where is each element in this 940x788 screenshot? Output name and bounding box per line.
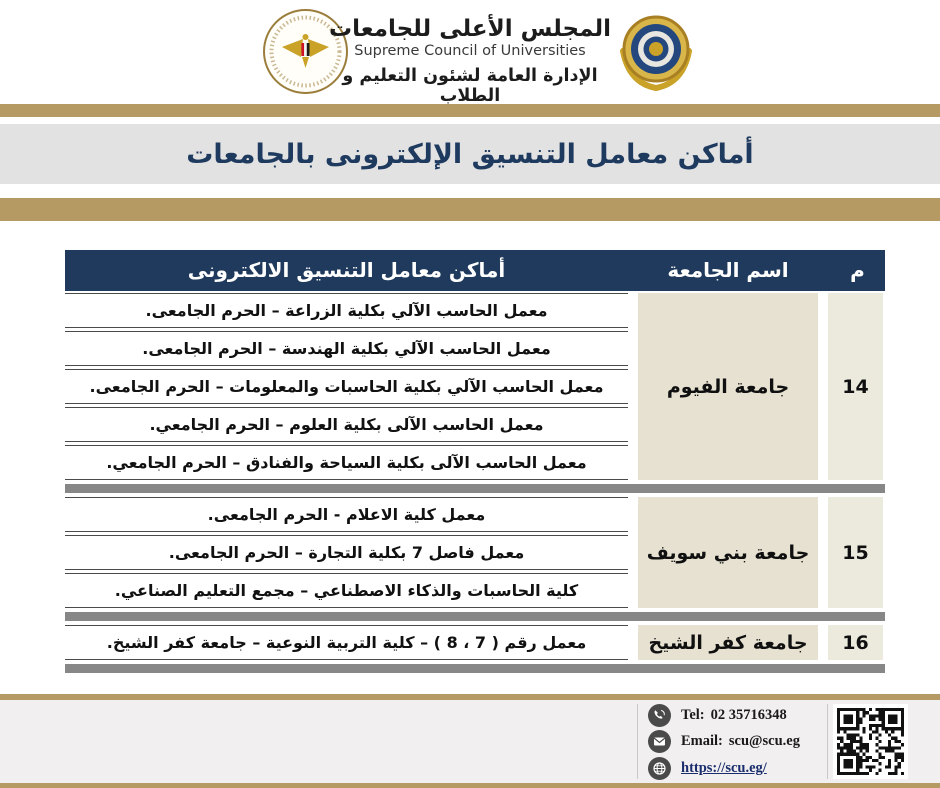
university-name-cell: جامعة الفيوم xyxy=(638,293,818,480)
lab-location-cell: كلية الحاسبات والذكاء الاصطناعي – مجمع التعليم الصناعي. xyxy=(65,573,628,608)
university-name-cell: جامعة كفر الشيخ xyxy=(638,625,818,660)
email-label: Email: xyxy=(681,733,723,749)
header xyxy=(0,0,940,104)
row-number-cell: 15 xyxy=(828,497,883,608)
lab-location-cell: معمل الحاسب الآلى بكلية العلوم – الحرم الجامعي. xyxy=(65,407,628,442)
tel-value: 02 35716348 xyxy=(710,706,787,723)
lab-locations-column xyxy=(65,497,628,608)
row-number-cell: 14 xyxy=(828,293,883,480)
tel-label: Tel: xyxy=(681,706,705,723)
footer-band xyxy=(0,700,940,783)
column-header-university: اسم الجامعة xyxy=(667,258,789,282)
website-link[interactable]: https://scu.eg/ xyxy=(681,759,767,776)
globe-icon xyxy=(648,757,671,780)
footer-divider-left xyxy=(637,704,638,779)
contact-block xyxy=(648,700,823,783)
org-title-block xyxy=(310,16,630,106)
university-group xyxy=(65,497,885,608)
page-title-band xyxy=(0,124,940,184)
contact-tel xyxy=(648,704,823,727)
footer-divider-right xyxy=(827,704,828,779)
footer xyxy=(0,694,940,788)
group-separator xyxy=(65,612,885,621)
org-name-arabic: المجلس الأعلى للجامعات xyxy=(328,16,612,42)
org-name-english: Supreme Council of Universities xyxy=(354,43,586,59)
lab-location-cell: معمل الحاسب الآلي بكلية الزراعة – الحرم الجامعى. xyxy=(65,293,628,328)
qr-code xyxy=(833,704,908,779)
dept-name-arabic: الإدارة العامة لشئون التعليم و الطلاب xyxy=(342,66,598,106)
group-separator xyxy=(65,664,885,673)
phone-icon xyxy=(648,704,671,727)
lab-location-cell: معمل الحاسب الآلى بكلية السياحة والفنادق – الحرم الجامعي. xyxy=(65,445,628,480)
university-group xyxy=(65,625,885,660)
lab-location-cell: معمل الحاسب الآلي بكلية الحاسبات والمعلومات – الحرم الجامعى. xyxy=(65,369,628,404)
lab-locations-column xyxy=(65,293,628,480)
contact-website xyxy=(648,757,823,780)
lab-location-cell: معمل رقم ( 7 ، 8 ) – كلية التربية النوعية – جامعة كفر الشيخ. xyxy=(65,625,628,660)
lab-locations-column xyxy=(65,625,628,660)
email-value: scu@scu.eg xyxy=(728,733,800,749)
column-header-labs: أماكن معامل التنسيق الالكترونى xyxy=(187,258,506,282)
row-number-cell: 16 xyxy=(828,625,883,660)
footer-gold-border-bottom xyxy=(0,783,940,788)
labs-table xyxy=(65,250,885,677)
email-icon xyxy=(648,730,671,753)
table-body xyxy=(65,293,885,673)
contact-email xyxy=(648,730,823,753)
lab-location-cell: معمل كلية الاعلام - الحرم الجامعى. xyxy=(65,497,628,532)
scu-medal-logo xyxy=(615,9,697,97)
divider-gold-bottom xyxy=(0,198,940,221)
university-group xyxy=(65,293,885,480)
group-separator xyxy=(65,484,885,493)
lab-location-cell: معمل الحاسب الآلي بكلية الهندسة – الحرم الجامعى. xyxy=(65,331,628,366)
university-name-cell: جامعة بني سويف xyxy=(638,497,818,608)
column-header-number: م xyxy=(850,258,865,282)
lab-location-cell: معمل فاصل 7 بكلية التجارة – الحرم الجامعى. xyxy=(65,535,628,570)
page-title: أماكن معامل التنسيق الإلكترونى بالجامعات xyxy=(186,138,754,170)
table-header-row xyxy=(65,250,885,291)
